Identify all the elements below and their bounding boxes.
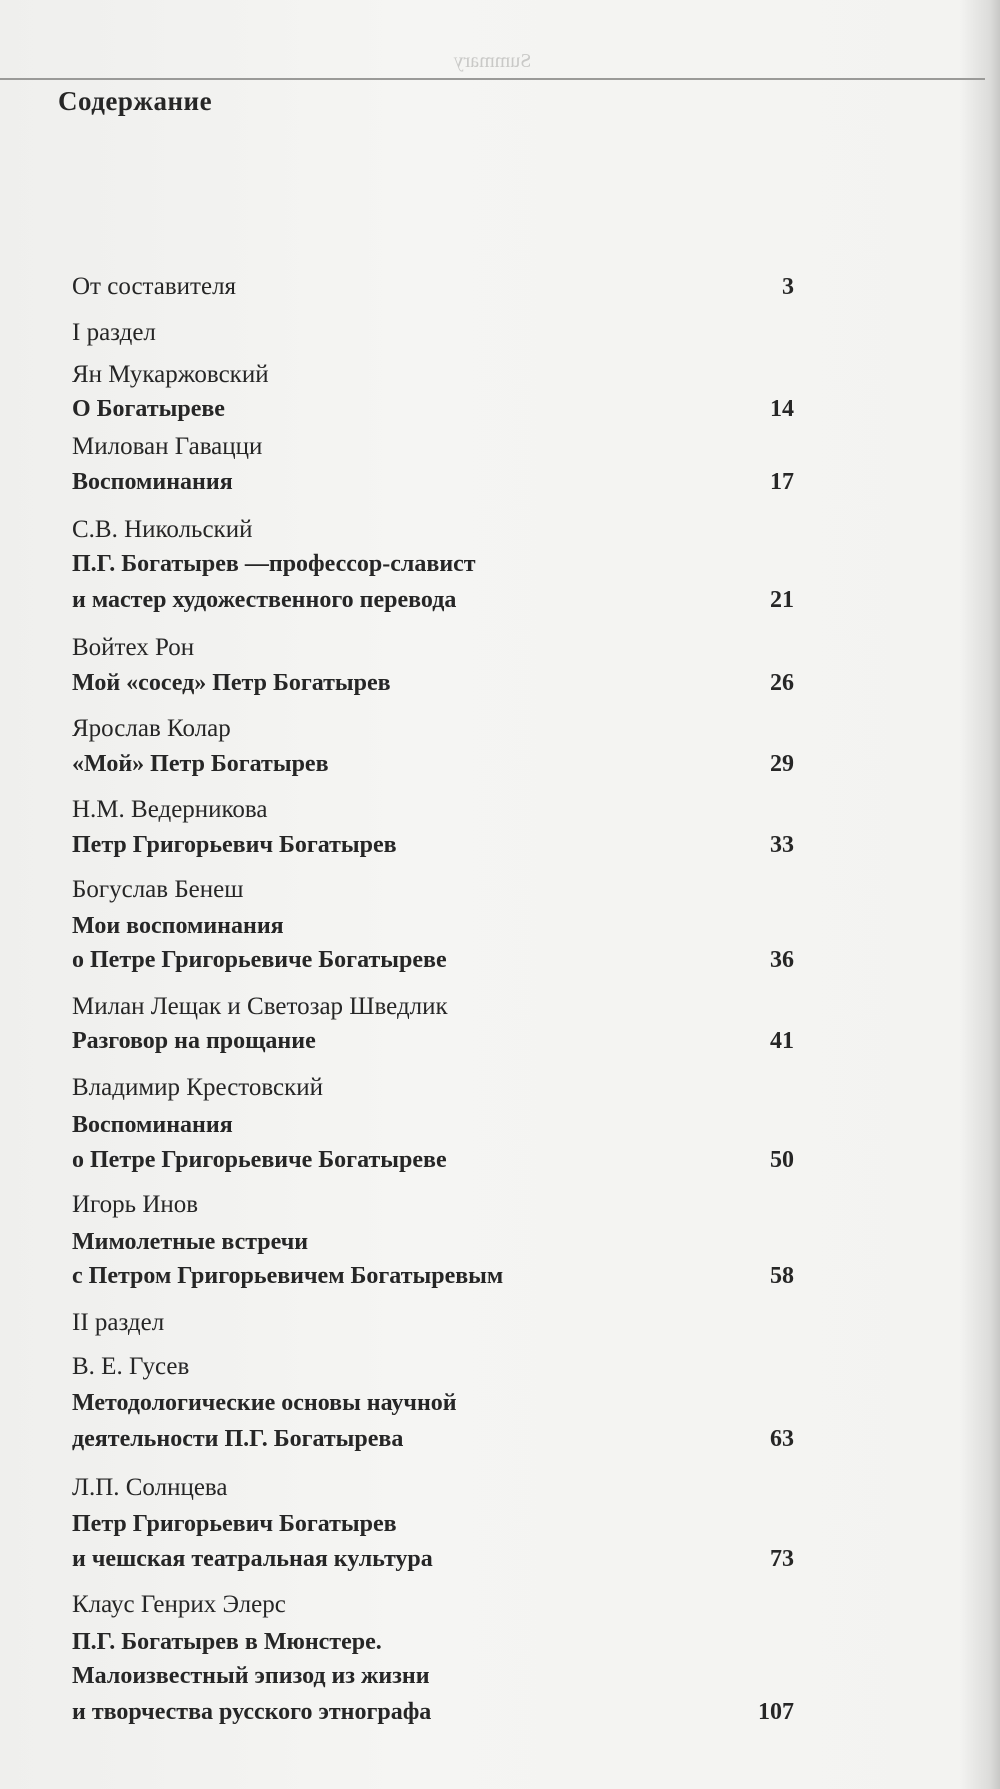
toc-entry-title: П.Г. Богатырев в Мюнстере. (72, 1629, 382, 1655)
toc-entry-title: Мимолетные встречи (72, 1229, 309, 1255)
toc-entry-title: и чешская театральная культура (72, 1546, 433, 1572)
toc-entry-title: Разговор на прощание (72, 1028, 316, 1054)
toc-page-number: 29 (770, 751, 794, 777)
header-rule (0, 78, 985, 80)
toc-page-number: 33 (770, 832, 794, 858)
toc-entry-title: о Петре Григорьевиче Богатыреве (72, 947, 447, 973)
toc-author-or-section: I раздел (72, 319, 156, 346)
toc-entry-title: с Петром Григорьевичем Богатыревым (72, 1263, 504, 1289)
toc-page-number: 14 (770, 396, 794, 422)
toc-author-or-section: Н.М. Ведерникова (72, 796, 268, 823)
toc-page-number: 41 (770, 1028, 794, 1054)
toc-author-or-section: Милован Гавацци (72, 433, 263, 460)
toc-page-number: 58 (770, 1263, 794, 1289)
toc-entry-title: Воспоминания (72, 469, 233, 495)
toc-page-number: 17 (770, 469, 794, 495)
toc-page-number: 50 (770, 1147, 794, 1173)
toc-entry-title: Петр Григорьевич Богатырев (72, 832, 397, 858)
toc-author-or-section: От составителя (72, 273, 237, 300)
toc-page-number: 73 (770, 1546, 794, 1572)
toc-entry-title: и творчества русского этнографа (72, 1699, 432, 1725)
toc-entry-title: П.Г. Богатырев —профессор-славист (72, 551, 476, 577)
toc-author-or-section: Владимир Крестовский (72, 1074, 324, 1101)
toc-page-number: 36 (770, 947, 794, 973)
toc-entry-title: Малоизвестный эпизод из жизни (72, 1663, 430, 1689)
toc-entry-title: Мой «сосед» Петр Богатырев (72, 670, 391, 696)
toc-author-or-section: Богуслав Бенеш (72, 876, 244, 903)
toc-entry-title: Петр Григорьевич Богатырев (72, 1511, 397, 1537)
toc-page-number: 63 (770, 1426, 794, 1452)
toc-entry-title: и мастер художественного перевода (72, 587, 457, 613)
toc-page-number: 21 (770, 587, 794, 613)
toc-entry-title: Методологические основы научной (72, 1390, 457, 1416)
toc-author-or-section: Войтех Рон (72, 634, 195, 661)
toc-author-or-section: Игорь Инов (72, 1191, 199, 1218)
toc-page-number: 3 (782, 274, 794, 300)
toc-entry-title: Мои воспоминания (72, 913, 284, 939)
toc-entry-title: Воспоминания (72, 1112, 233, 1138)
toc-entry-title: о Петре Григорьевиче Богатыреве (72, 1147, 447, 1173)
toc-page-number: 26 (770, 670, 794, 696)
toc-entry-title: деятельности П.Г. Богатырева (72, 1426, 404, 1452)
toc-author-or-section: В. Е. Гусев (72, 1353, 190, 1380)
toc-author-or-section: Клаус Генрих Элерс (72, 1591, 286, 1618)
toc-page-number: 107 (758, 1699, 794, 1725)
toc-entry-title: О Богатыреве (72, 396, 225, 422)
toc-entry-title: «Мой» Петр Богатырев (72, 751, 329, 777)
toc-author-or-section: С.В. Никольский (72, 516, 253, 543)
page-title: Содержание (58, 86, 213, 116)
toc-author-or-section: Л.П. Солнцева (72, 1474, 228, 1501)
toc-author-or-section: Ян Мукаржовский (72, 361, 269, 388)
toc-author-or-section: II раздел (72, 1309, 165, 1336)
toc-author-or-section: Милан Лещак и Светозар Шведлик (72, 993, 448, 1020)
toc-author-or-section: Ярослав Колар (72, 715, 231, 742)
running-head: Summary (453, 50, 532, 72)
